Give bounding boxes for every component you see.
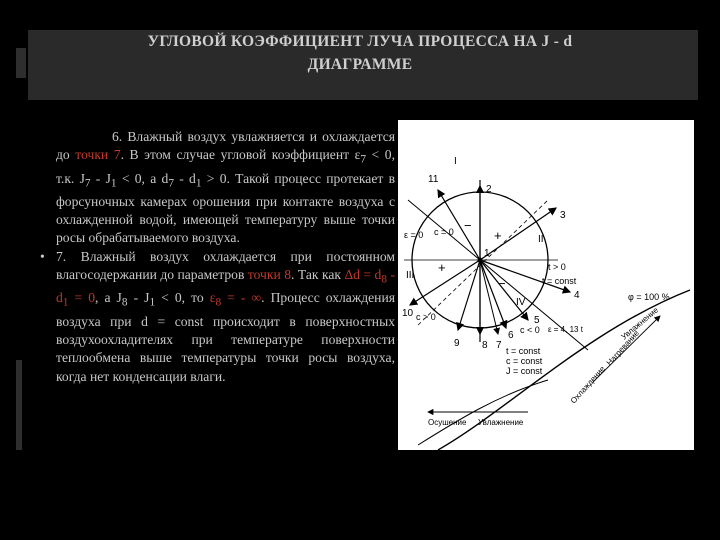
- label-sector-iii: III: [406, 270, 415, 281]
- text: < 0, а d: [116, 170, 169, 186]
- paragraph-7: [40, 248, 396, 386]
- text: 6. Влажный воздух увлажняется и охлаждается до: [56, 129, 395, 163]
- point-1: [478, 258, 483, 263]
- label-sector-ii: II: [538, 234, 544, 245]
- subscript: 7: [360, 154, 366, 167]
- label-heating: Нагревание: [604, 328, 641, 368]
- text: - J: [127, 290, 150, 306]
- highlight-point-7: точки 7: [75, 147, 121, 163]
- label-tconst-2: t = const: [506, 346, 541, 356]
- subscript: 1: [62, 297, 69, 310]
- jd-diagram: [398, 120, 694, 450]
- label-6: 6: [508, 330, 514, 341]
- subscript: 7: [84, 177, 91, 190]
- highlight: Δd = d: [344, 267, 382, 283]
- highlight: = 0: [68, 290, 96, 306]
- label-3: 3: [560, 210, 566, 221]
- label-clt0: c < 0: [520, 325, 540, 335]
- label-cconst: c = const: [506, 356, 543, 366]
- ray-9: [458, 260, 480, 330]
- label-2: 2: [486, 184, 492, 195]
- label-humidification: Увлажнение: [619, 305, 661, 342]
- label-tgt0: t > 0: [548, 262, 566, 272]
- label-4: 4: [574, 290, 580, 301]
- highlight: = - ∞: [221, 290, 262, 306]
- slide-title: [60, 30, 660, 76]
- text: . Процесс охлаждения воздуха при d = const происходит в поверхностных воздухоохладителях при температуре поверхности теплообмена выше температуры точки росы воздуха, когда нет конденсации влаги.: [56, 290, 395, 384]
- label-cooling: Охлаждение: [568, 364, 607, 406]
- highlight-point-8: точки 8: [247, 267, 292, 283]
- subscript: 1: [195, 177, 202, 190]
- subscript: 7: [168, 177, 174, 190]
- text: < 0, т.к. J: [56, 147, 395, 186]
- text: 7. Влажный воздух охлаждается при постоянном влагосодержании до параметров: [56, 248, 395, 283]
- text: . Так как: [291, 267, 345, 283]
- label-plus-2: +: [438, 260, 446, 275]
- highlight: - d: [56, 267, 396, 306]
- label-jconst: J = const: [506, 366, 543, 376]
- label-11: 11: [428, 174, 439, 185]
- subscript: 1: [110, 177, 117, 190]
- label-5: 5: [534, 315, 540, 326]
- label-8: 8: [482, 340, 488, 351]
- label-drying: Осушение: [428, 418, 467, 427]
- highlight: ε: [209, 290, 216, 306]
- label-sector-iv: IV: [516, 297, 526, 308]
- label-10: 10: [402, 308, 414, 319]
- ray-11: [438, 190, 480, 260]
- sub-curve: [418, 380, 548, 445]
- label-plus-1: +: [494, 228, 502, 243]
- label-9: 9: [454, 338, 460, 349]
- jd-diagram-svg: [398, 120, 694, 450]
- label-tconst: t = const: [542, 276, 577, 286]
- subscript: 8: [381, 274, 388, 286]
- label-c0: c = 0: [434, 227, 454, 237]
- bullet: •: [40, 248, 45, 264]
- label-minus-1: −: [464, 218, 472, 233]
- subscript: 8: [215, 297, 222, 310]
- label-1: 1: [484, 248, 490, 259]
- label-phi100: φ = 100 %: [628, 292, 670, 302]
- ray-3: [480, 208, 556, 260]
- text: - J: [90, 170, 111, 186]
- label-e413: ε = 4, 13 t: [548, 325, 583, 334]
- text: . В этом случае угловой коэффициент ε: [120, 147, 361, 163]
- title-line-2: ДИАГРАММЕ: [307, 56, 413, 73]
- label-7: 7: [496, 340, 502, 351]
- label-sector-i: I: [454, 156, 457, 167]
- label-humidification-2: Увлажнение: [478, 418, 524, 427]
- text: - d: [173, 170, 196, 186]
- label-cgt0: c > 0: [416, 312, 436, 322]
- slide-content: [40, 128, 395, 386]
- title-line-1: УГЛОВОЙ КОЭФФИЦИЕНТ ЛУЧА ПРОЦЕССА НА J - d: [147, 33, 573, 50]
- text: , а J: [95, 290, 122, 306]
- subscript: 1: [149, 297, 156, 310]
- label-minus-2: −: [498, 276, 506, 291]
- text: < 0, то: [155, 290, 210, 306]
- text: > 0. Такой процесс протекает в форсуночных камерах орошения при контакте воздуха с охлажденной водой, имеющей температуру выше точки росы обрабатываемого воздуха.: [56, 170, 395, 246]
- label-e0: ε = 0: [404, 230, 424, 240]
- paragraph-6: [56, 128, 395, 248]
- subscript: 8: [121, 297, 128, 310]
